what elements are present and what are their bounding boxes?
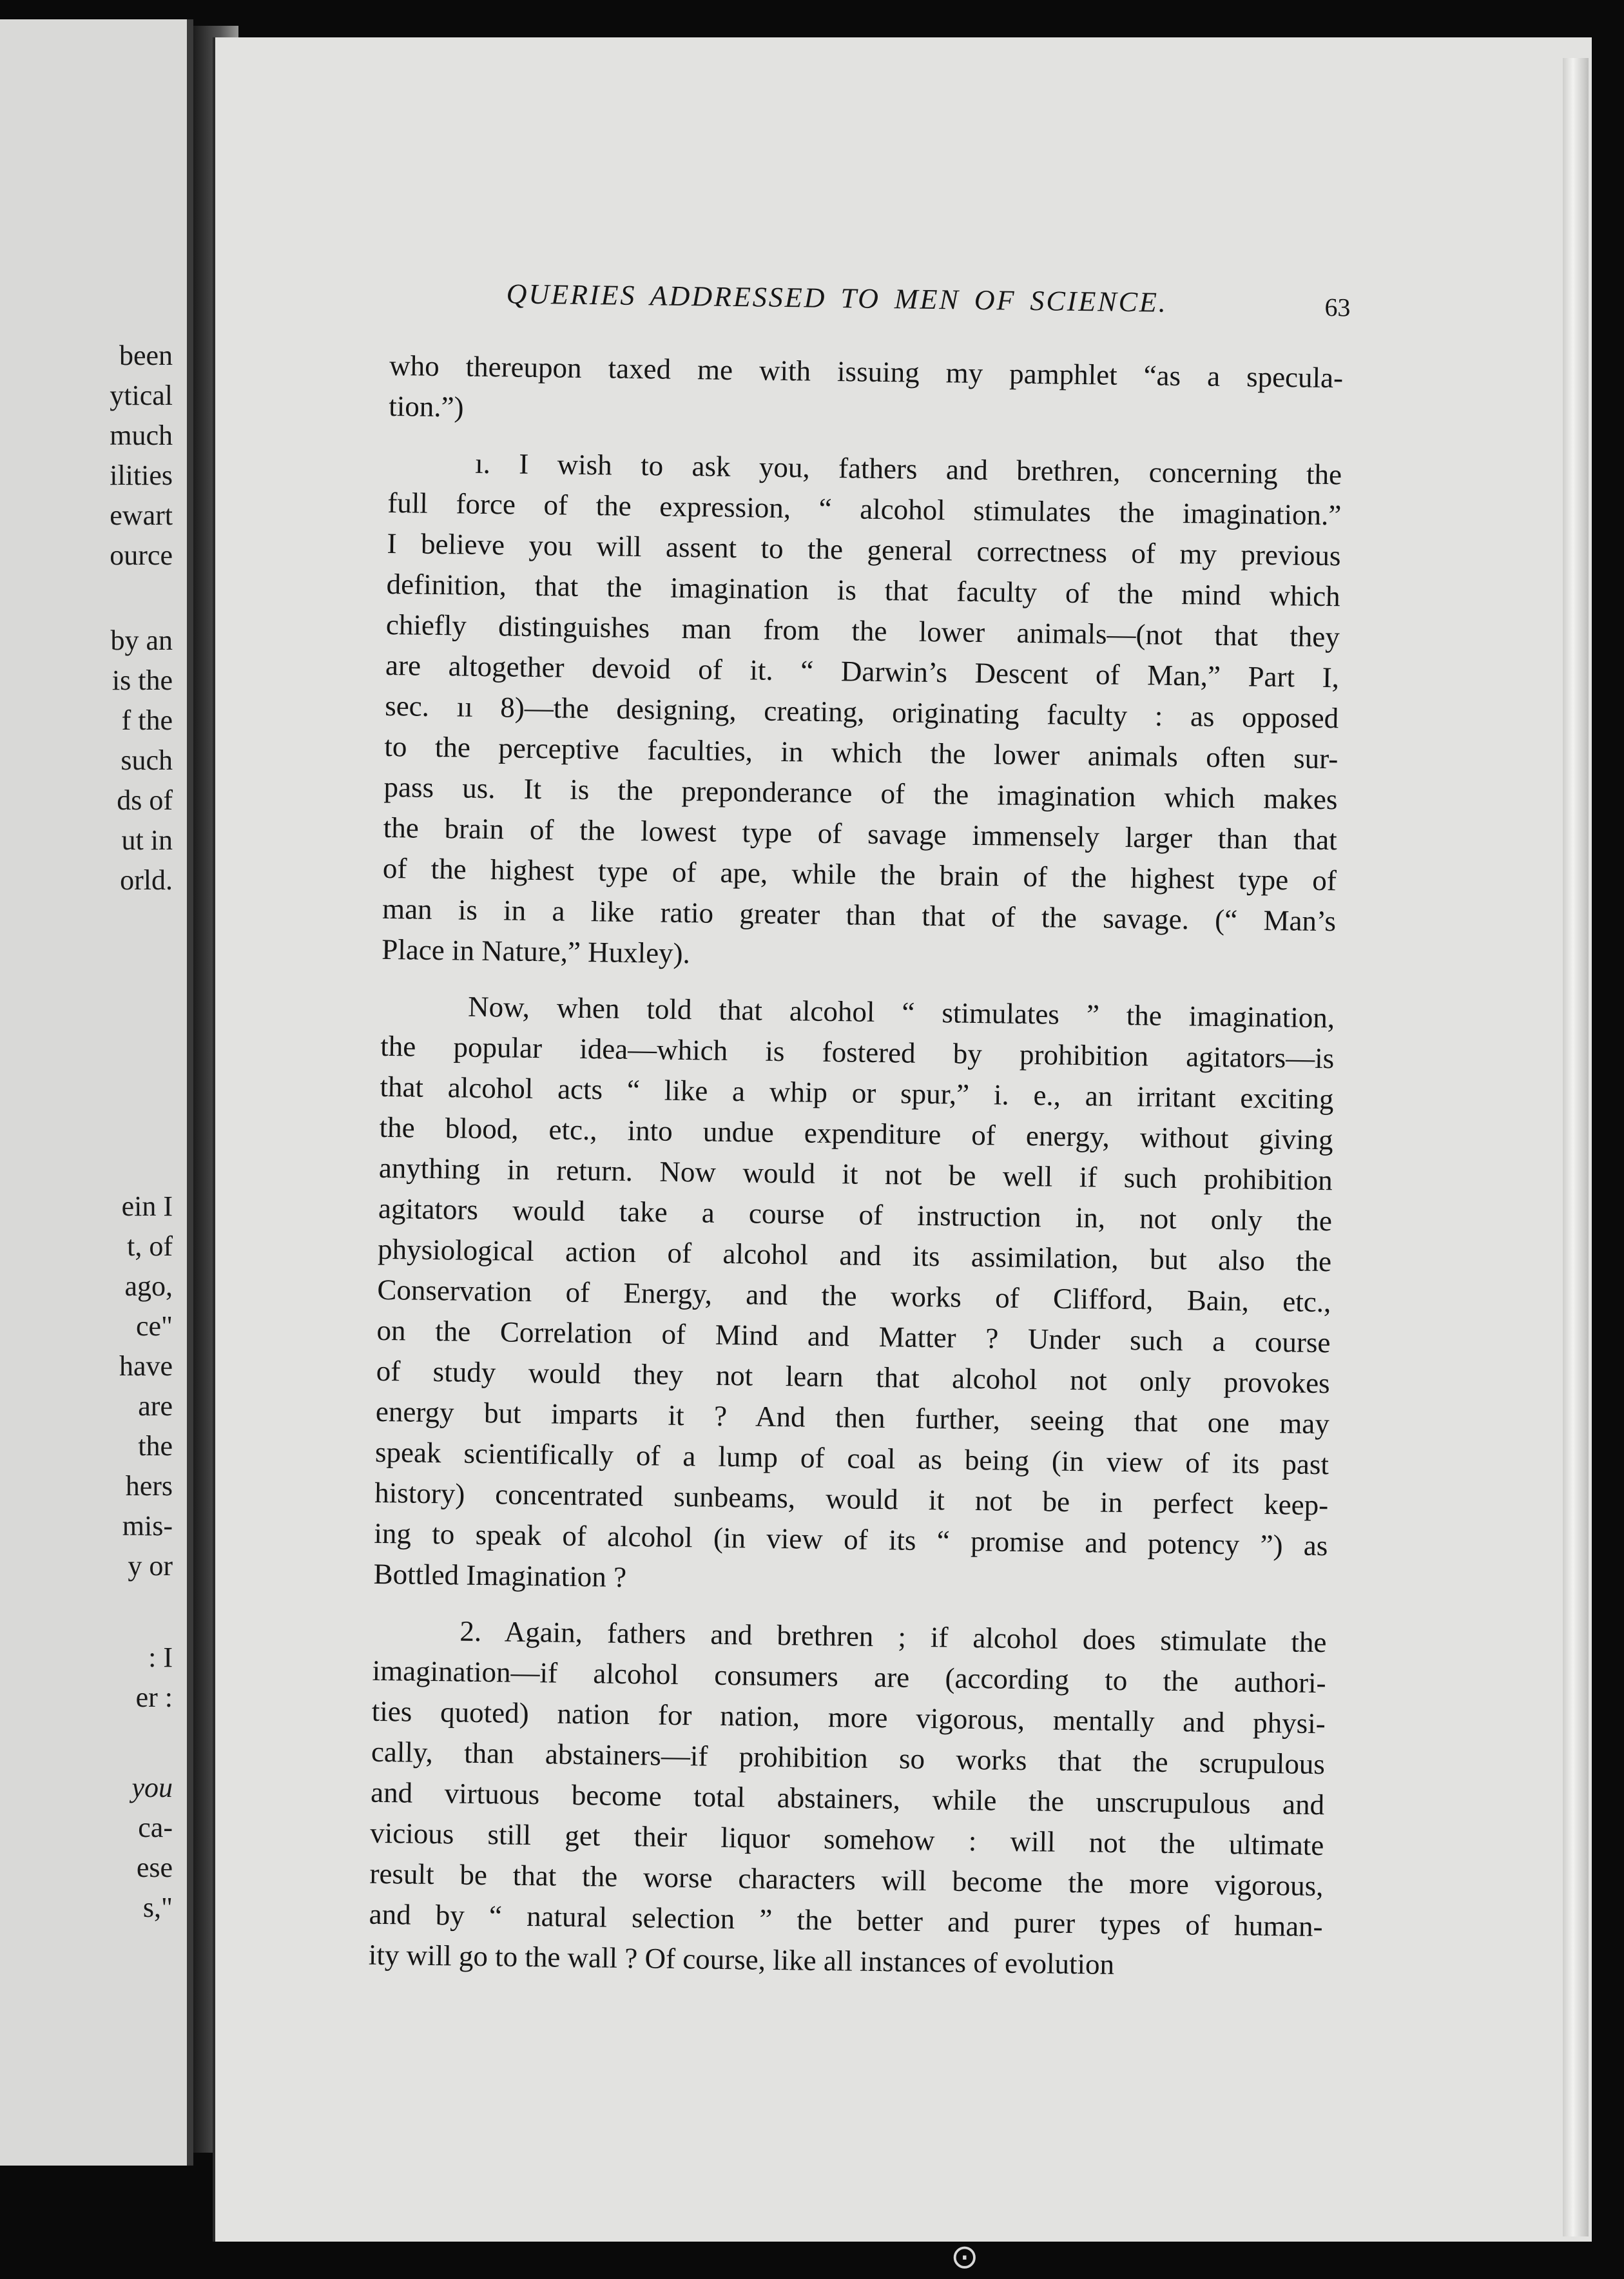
text-line: anything in return. Now would it not be well if such prohibition: [378, 1151, 1333, 1197]
text-line: and virtuous become total abstainers, while the unscrupulous and: [370, 1776, 1325, 1821]
page-text-block: [368, 276, 1351, 1988]
body-text: [368, 345, 1343, 1988]
margin-fragment: the: [138, 1430, 173, 1462]
text-line: chiefly distinguishes man from the lower animals—(not that they: [385, 608, 1340, 654]
text-line: ing to speak of alcohol (in view of its “ promise and potency ”) as: [374, 1517, 1328, 1562]
text-line: pass us. It is the preponderance of the imagination which makes: [383, 770, 1338, 816]
text-line: man is in a like ratio greater than that of the savage. (“ Man’s: [382, 892, 1337, 938]
margin-fragment: ein I: [121, 1190, 173, 1222]
margin-fragment: are: [138, 1390, 173, 1422]
margin-fragment: mis-: [122, 1510, 173, 1542]
paragraph: [373, 985, 1335, 1607]
margin-fragment: er :: [135, 1682, 173, 1713]
margin-fragment: ytical: [110, 380, 173, 411]
text-line: Conservation of Energy, and the works of Clifford, Bain, etc.,: [377, 1273, 1331, 1319]
text-line: the brain of the lowest type of savage immensely larger than that: [383, 811, 1337, 857]
text-line: sec. ıı 8)—the designing, creating, originating faculty : as opposed: [384, 689, 1339, 735]
text-line: that alcohol acts “ like a whip or spur,” i. e., an irritant exciting: [380, 1070, 1334, 1116]
text-line: tion.”): [389, 389, 464, 423]
text-line: the blood, etc., into undue expenditure of energy, without giving: [379, 1110, 1333, 1156]
text-line: of study would they not learn that alcohol not only provokes: [376, 1354, 1330, 1400]
margin-fragment: ource: [110, 539, 173, 571]
text-line: vicious still get their liquor somehow : will not the ultimate: [370, 1816, 1324, 1862]
text-line: ity will go to the wall ? Of course, like all instances of evolution: [368, 1938, 1115, 1981]
book-page: [213, 37, 1592, 2242]
text-line: imagination—if alcohol consumers are (according to the authori-: [372, 1654, 1326, 1700]
paragraph: [368, 1610, 1326, 1988]
text-line: ties quoted) nation for nation, more vigorous, mentally and physi-: [371, 1694, 1326, 1740]
text-line: I believe you will assent to the general correctness of my previous: [387, 527, 1341, 572]
text-line: are altogether devoid of it. “ Darwin’s Descent of Man,” Part I,: [385, 648, 1340, 694]
margin-fragment: by an: [110, 625, 173, 656]
margin-fragment: t, of: [127, 1230, 173, 1262]
text-line: on the Correlation of Mind and Matter ? Under such a course: [376, 1314, 1331, 1359]
text-line: 2. Again, fathers and brethren ; if alcohol does stimulate the: [372, 1613, 1327, 1659]
margin-fragment: y or: [128, 1550, 173, 1582]
text-line: history) concentrated sunbeams, would it not be in perfect keep-: [374, 1476, 1329, 1522]
margin-fragment: been: [119, 340, 173, 371]
margin-fragment: ewart: [110, 499, 173, 531]
text-line: and by “ natural selection ” the better and purer types of human-: [369, 1897, 1323, 1943]
text-line: Place in Nature,” Huxley).: [381, 933, 691, 970]
text-line: to the perceptive faculties, in which the lower animals often sur-: [384, 730, 1339, 775]
margin-fragment: ca-: [138, 1812, 173, 1843]
text-line: who thereupon taxed me with issuing my pamphlet “as a specula-: [389, 349, 1344, 394]
page-clip-mark: ⊙: [951, 2238, 979, 2276]
margin-fragment: ce": [135, 1310, 173, 1342]
running-title: QUERIES ADDRESSED TO MEN OF SCIENCE.: [506, 278, 1168, 318]
margin-fragment: ese: [136, 1852, 173, 1883]
margin-fragment: ago,: [124, 1270, 173, 1302]
page-edge: [1563, 58, 1589, 2236]
margin-fragment: s,": [142, 1892, 173, 1923]
text-line: Bottled Imagination ?: [373, 1557, 627, 1593]
text-line: definition, that the imagination is that faculty of the mind which: [386, 567, 1340, 613]
text-line: agitators would take a course of instruction in, not only the: [378, 1192, 1333, 1237]
margin-fragment: hers: [125, 1470, 173, 1502]
page-number: 63: [1324, 292, 1351, 322]
margin-fragment: such: [121, 744, 173, 776]
margin-fragment: you: [131, 1772, 173, 1803]
text-line: full force of the expression, “ alcohol stimulates the imagination.”: [387, 486, 1342, 532]
margin-fragment: ut in: [121, 824, 173, 856]
text-line: speak scientifically of a lump of coal as being (in view of its past: [374, 1435, 1329, 1481]
margin-fragment: ilities: [110, 460, 173, 491]
text-line: ı. I wish to ask you, fathers and brethren, concerning the: [387, 445, 1342, 491]
text-line: physiological action of alcohol and its assimilation, but also the: [377, 1232, 1332, 1278]
text-line: the popular idea—which is fostered by prohibition agitators—is: [380, 1029, 1335, 1075]
margin-fragment: : I: [148, 1642, 173, 1673]
margin-fragment: have: [119, 1350, 173, 1382]
text-line: of the highest type of ape, while the brain of the highest type of: [382, 851, 1337, 897]
margin-fragment: orld.: [120, 864, 173, 896]
text-line: result be that the worse characters will become the more vigorous,: [369, 1857, 1324, 1903]
margin-fragment: much: [110, 420, 173, 451]
running-head: [390, 276, 1351, 340]
text-line: Now, when told that alcohol “ stimulates ” the imagination,: [380, 989, 1335, 1034]
margin-fragment: is the: [111, 664, 173, 696]
paragraph: [382, 442, 1342, 982]
text-line: cally, than abstainers—if prohibition so works that the scrupulous: [371, 1735, 1326, 1781]
margin-fragment: ds of: [117, 784, 173, 816]
paragraph: [389, 345, 1344, 439]
previous-page-margin: [0, 19, 193, 2166]
margin-fragment: f the: [121, 704, 173, 736]
text-line: energy but imparts it ? And then further, seeing that one may: [375, 1395, 1330, 1440]
